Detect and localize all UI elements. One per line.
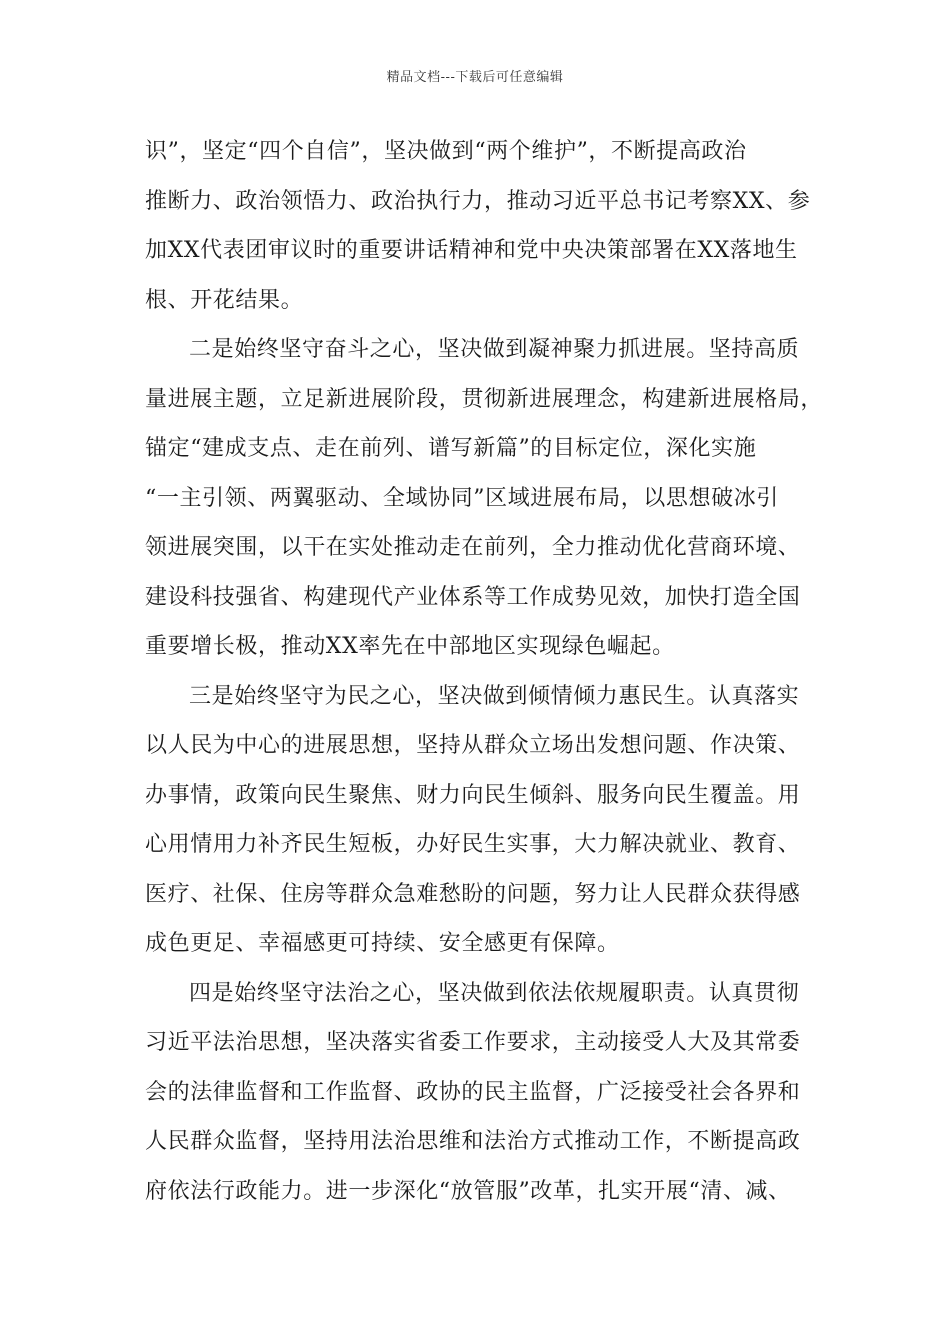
text-line: 识”，坚定“四个自信”，坚决做到“两个维护”，不断提高政治 bbox=[145, 139, 747, 164]
text-line: 人民群众监督，坚持用法治思维和法治方式推动工作，不断提高政 bbox=[145, 1129, 801, 1154]
text-line: 二是始终坚守奋斗之心，坚决做到凝神聚力抓进展。坚持高质 bbox=[189, 337, 800, 362]
paragraph-3 bbox=[145, 672, 825, 969]
text-line: 医疗、社保、住房等群众急难愁盼的问题，努力让人民群众获得感 bbox=[145, 881, 801, 907]
paragraph-2 bbox=[145, 325, 825, 672]
text-line: “一主引领、两翼驱动、全域协同”区域进展布局，以思想破冰引 bbox=[145, 485, 779, 511]
text-line: 习近平法治思想，坚决落实省委工作要求，主动接受人大及其常委 bbox=[145, 1030, 801, 1055]
text-line: 成色更足、幸福感更可持续、安全感更有保障。 bbox=[145, 931, 620, 956]
text-line: 重要增长极，推动XX率先在中部地区实现绿色崛起。 bbox=[145, 634, 675, 659]
paragraph-4 bbox=[145, 969, 825, 1217]
text-line: 以人民为中心的进展思想，坚持从群众立场出发想问题、作决策、 bbox=[145, 733, 801, 758]
text-line: 量进展主题，立足新进展阶段，贯彻新进展理念，构建新进展格局， bbox=[145, 386, 824, 412]
text-line: 建设科技强省、构建现代产业体系等工作成势见效，加快打造全国 bbox=[145, 584, 801, 610]
text-line: 领进展突围，以干在实处推动走在前列，全力推动优化营商环境、 bbox=[145, 535, 801, 560]
text-line: 府依法行政能力。进一步深化“放管服”改革，扎实开展“清、减、 bbox=[145, 1178, 791, 1204]
document-body bbox=[145, 127, 825, 1216]
text-line: 三是始终坚守为民之心，坚决做到倾情倾力惠民生。认真落实 bbox=[189, 683, 800, 709]
text-line: 根、开花结果。 bbox=[145, 287, 304, 313]
text-line: 推断力、政治领悟力、政治执行力，推动习近平总书记考察XX、参 bbox=[145, 188, 811, 214]
text-line: 会的法律监督和工作监督、政协的民主监督，广泛接受社会各界和 bbox=[145, 1079, 801, 1105]
text-line: 锚定“建成支点、走在前列、谱写新篇”的目标定位，深化实施 bbox=[145, 436, 757, 461]
text-line: 心用情用力补齐民生短板，办好民生实事，大力解决就业、教育、 bbox=[145, 832, 801, 857]
text-line: 四是始终坚守法治之心，坚决做到依法依规履职责。认真贯彻 bbox=[189, 980, 800, 1006]
text-line: 加XX代表团审议时的重要讲话精神和党中央决策部署在XX落地生 bbox=[145, 238, 798, 263]
page-header: 精品文档---下载后可任意编辑 bbox=[386, 70, 564, 85]
paragraph-1 bbox=[145, 127, 825, 325]
text-line: 办事情，政策向民生聚焦、财力向民生倾斜、服务向民生覆盖。用 bbox=[145, 782, 801, 808]
